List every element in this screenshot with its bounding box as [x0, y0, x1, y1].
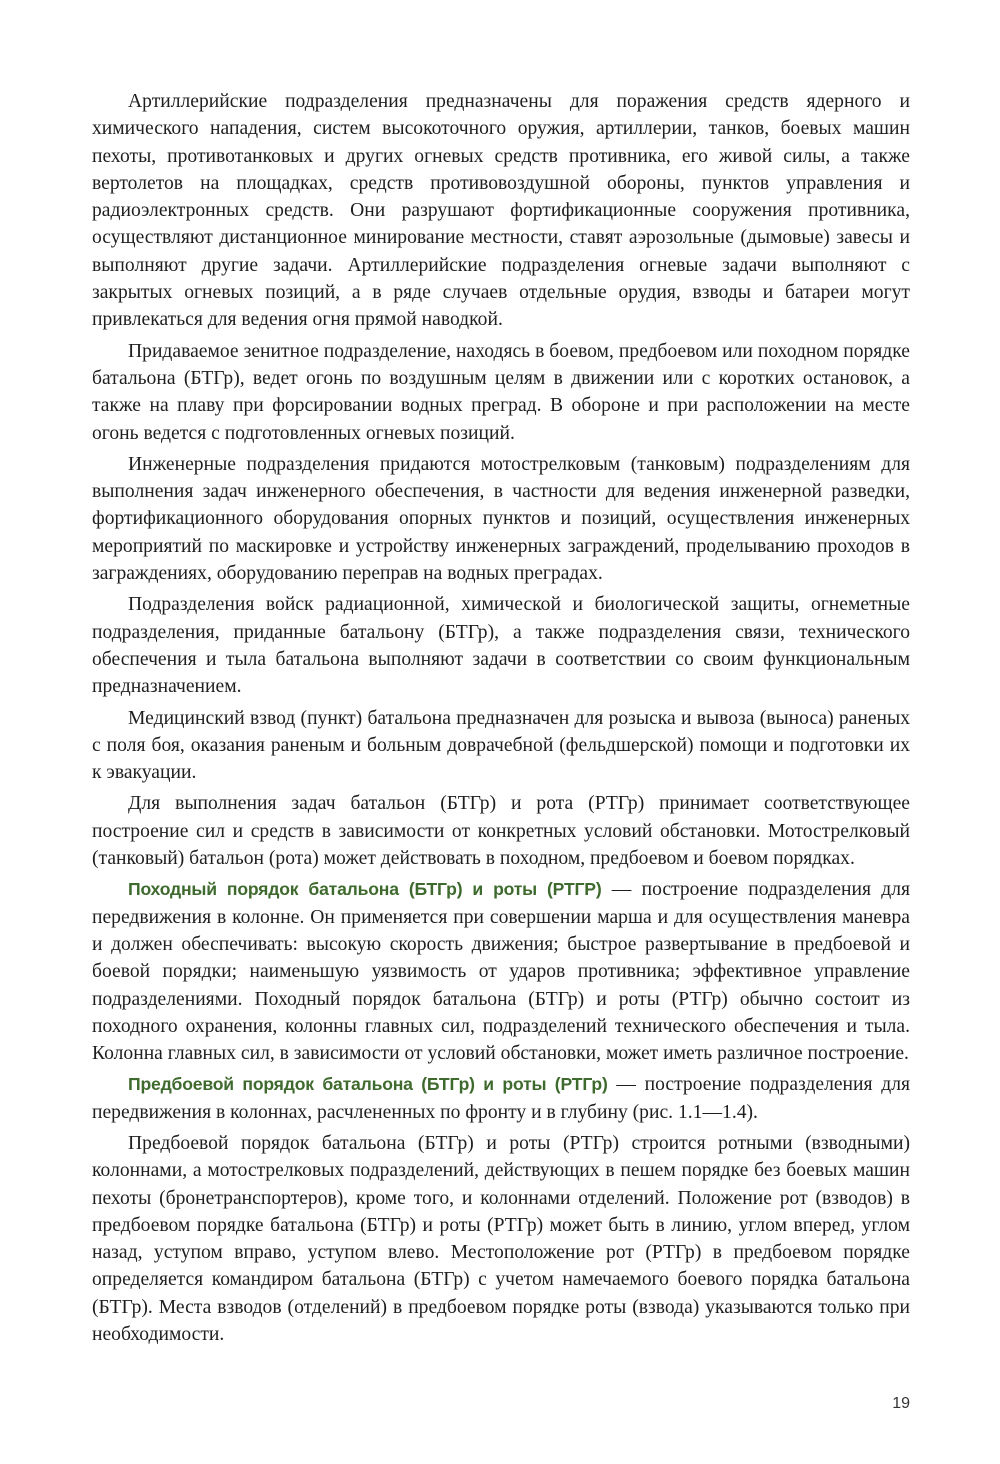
- paragraph-medical: Медицинский взвод (пункт) батальона предназначен для розыска и вывоза (выноса) раненых с поля боя, оказания раненым и больным доврачебной (фельдшерской) помощи и подготовки их к эвакуации.: [92, 707, 910, 784]
- page-number: 19: [892, 1395, 910, 1412]
- paragraph-prebattle-order: [92, 1071, 910, 1126]
- term-prebattle-order: Предбоевой порядок батальона (БТГр) и роты (РТГр): [128, 1074, 608, 1095]
- paragraph-formation: Для выполнения задач батальон (БТГр) и рота (РТГр) принимает соответствующее построение сил и средств в зависимости от конкретных условий обстановки. Мотострелковый (танковый) батальон (рота) может действовать в походном, предбоевом и боевом порядках.: [92, 793, 910, 870]
- paragraph-march-order: [92, 876, 910, 1067]
- document-body: [92, 88, 910, 1352]
- term-march-order: Походный порядок батальона (БТГр) и роты (РТГР): [128, 879, 602, 900]
- definition-march-order: — построение подразделения для передвижения в колонне. Он применяется при совершении марша и для осуществления маневра и должен обеспечивать: высокую скорость движения; быстрое развертывание в предбоевой и боевой порядки; наименьшую уязвимость от ударов противника; эффективное управление подразделениями. Походный порядок батальона (БТГр) и роты (РТГр) обычно состоит из походного охранения, колонны главных сил, подразделений технического обеспечения и тыла. Колонна главных сил, в зависимости от условий обстановки, может иметь различное построение.: [92, 879, 910, 1065]
- paragraph-artillery: Артиллерийские подразделения предназначены для поражения средств ядерного и химического нападения, систем высокоточного оружия, артиллерии, танков, боевых машин пехоты, противотанковых и других огневых средств противника, его живой силы, а также вертолетов на площадках, средств противовоздушной обороны, пунктов управления и радиоэлектронных средств. Они разрушают фортификационные сооружения противника, осуществляют дистанционное минирование местности, ставят аэрозольные (дымовые) завесы и выполняют другие задачи. Артиллерийские подразделения огневые задачи выполняют с закрытых огневых позиций, а в ряде случаев отдельные орудия, взводы и батареи могут привлекаться для ведения огня прямой наводкой.: [92, 91, 910, 331]
- definition-prebattle-order: — построение подразделения для передвижения в колоннах, расчлененных по фронту и в глубину (рис. 1.1—1.4).: [92, 1074, 910, 1123]
- paragraph-engineering: Инженерные подразделения придаются мотострелковым (танковым) подразделениям для выполнения задач инженерного обеспечения, в частности для ведения инженерной разведки, фортификационного оборудования опорных пунктов и позиций, осуществления инженерных мероприятий по маскировке и устройству инженерных заграждений, проделыванию проходов в заграждениях, оборудованию переправ на водных преградах.: [92, 453, 910, 585]
- paragraph-rchbz: Подразделения войск радиационной, химической и биологической защиты, огнеметные подразделения, приданные батальону (БТГр), а также подразделения связи, технического обеспечения и тыла батальона выполняют задачи в соответствии со своим функциональным предназначением.: [92, 594, 910, 698]
- paragraph-antiaircraft: Придаваемое зенитное подразделение, находясь в боевом, предбоевом или походном порядке батальона (БТГр), ведет огонь по воздушным целям в движении или с коротких остановок, а также на плаву при форсировании водных преград. В обороне и при расположении на месте огонь ведется с подготовленных огневых позиций.: [92, 340, 910, 444]
- paragraph-prebattle-details: Предбоевой порядок батальона (БТГр) и роты (РТГр) строится ротными (взводными) колоннами, а мотострелковых подразделений, действующих в пешем порядке без боевых машин пехоты (бронетранспортеров), кроме того, и колоннами отделений. Положение рот (взводов) в предбоевом порядке батальона (БТГр) и роты (РТГр) может быть в линию, углом вперед, углом назад, уступом вправо, уступом влево. Местоположение рот (РТГр) в предбоевом порядке определяется командиром батальона (БТГр) с учетом намечаемого боевого порядка батальона (БТГр). Места взводов (отделений) в предбоевом порядке роты (взвода) указываются только при необходимости.: [92, 1132, 910, 1346]
